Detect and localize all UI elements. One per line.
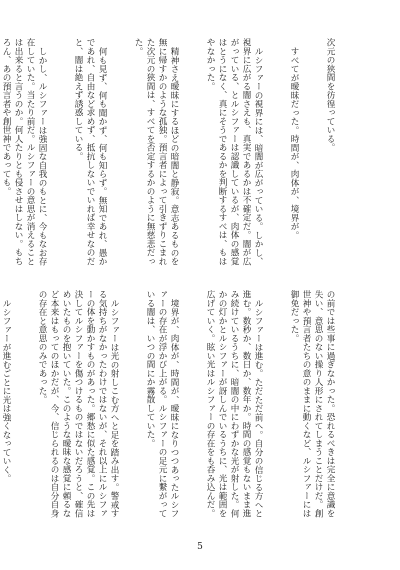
paragraph: ルシファーは進む。ただただ前へ。自分の信じる方へと進む。数秒か、数日か、数年か。時間の感覚もないまま進み続けているうちに、暗闇の中にわずかな光が射した。何かの灯かとルシファーが訝しんでいるうちに、光は範囲を広げていく。眩い光はルシファーの存在をも呑み込んだ。 [205,290,263,518]
paragraph: 境界が、肉体が、時間が、曖昧になりつつあったルシファーの存在が浮かび上がる。ルシファーの足元に繋がっている闇は、いつの間にか霧散していた。 [145,290,179,518]
paragraph: すべてが曖昧だった。時間が、肉体が、境界が。 [289,46,299,240]
page-number: 5 [197,542,203,552]
text-block-top [1,38,360,268]
paragraph: しかし、ルシファーは強固な自我のもとに、今もなお存在していた。当たり前だ。ルシファーの意思が消えることは出来ると言うのか。何人たりとも侵させはしない。もちろん、あの預言者や創世神であっても。 [1,38,47,266]
paragraph: ルシファーの視界には、暗闇が広がっている。しかし、視界に広がる闇さえも、真実であるかは不確定だ。闇が広がっている、とルシファーは認識しているが、肉体の感覚はとうになく、真にそうであるかを判断するすべは、もはやなかった。 [205,38,263,266]
paragraph: 精神さえ曖昧にするほどの暗闇と静寂。意志あるものを無に帰すかのような孤独。預言者によって引きずりこまれた次元の狭間は、すべてを否定するかのように無慈悲だった。 [133,38,179,266]
paragraph: 次元の狭間を彷徨っている。 [325,38,335,152]
paragraph: ルシファーは光の射しこむ方へと足を踏み出す。警戒する気持ちがなかったわけではないが、それ以上にルシファーの体を動かすものがあった。郷愁に似た感覚。この先は決してルシファーを傷つけるものではないだろうと、確信めいたものを抱いていた。このような曖昧な感覚に頼るなど本来はもってのほかだが、今、信じられるのは自分自身の存在と意思のみであった。 [37,290,119,518]
text-block-bottom [1,290,360,520]
paragraph: の前では些事に過ぎなかった。恐れるべきは完全に意識を失い、意思のない操り人形にされてしまうことだけだ。創世神や預言者たちの意のままに動くなど、ルシファーには御免だった。 [289,290,335,518]
paragraph: ルシファーが進むごとに光は強くなっていく。 [1,298,11,483]
paragraph: 何も見ず、何も聞かず、何も知らず。無知であれ、愚かであれ、自由など求めず、抵抗しないでいれば幸せなのだと、闇は絶えず誘惑している。 [73,38,107,266]
